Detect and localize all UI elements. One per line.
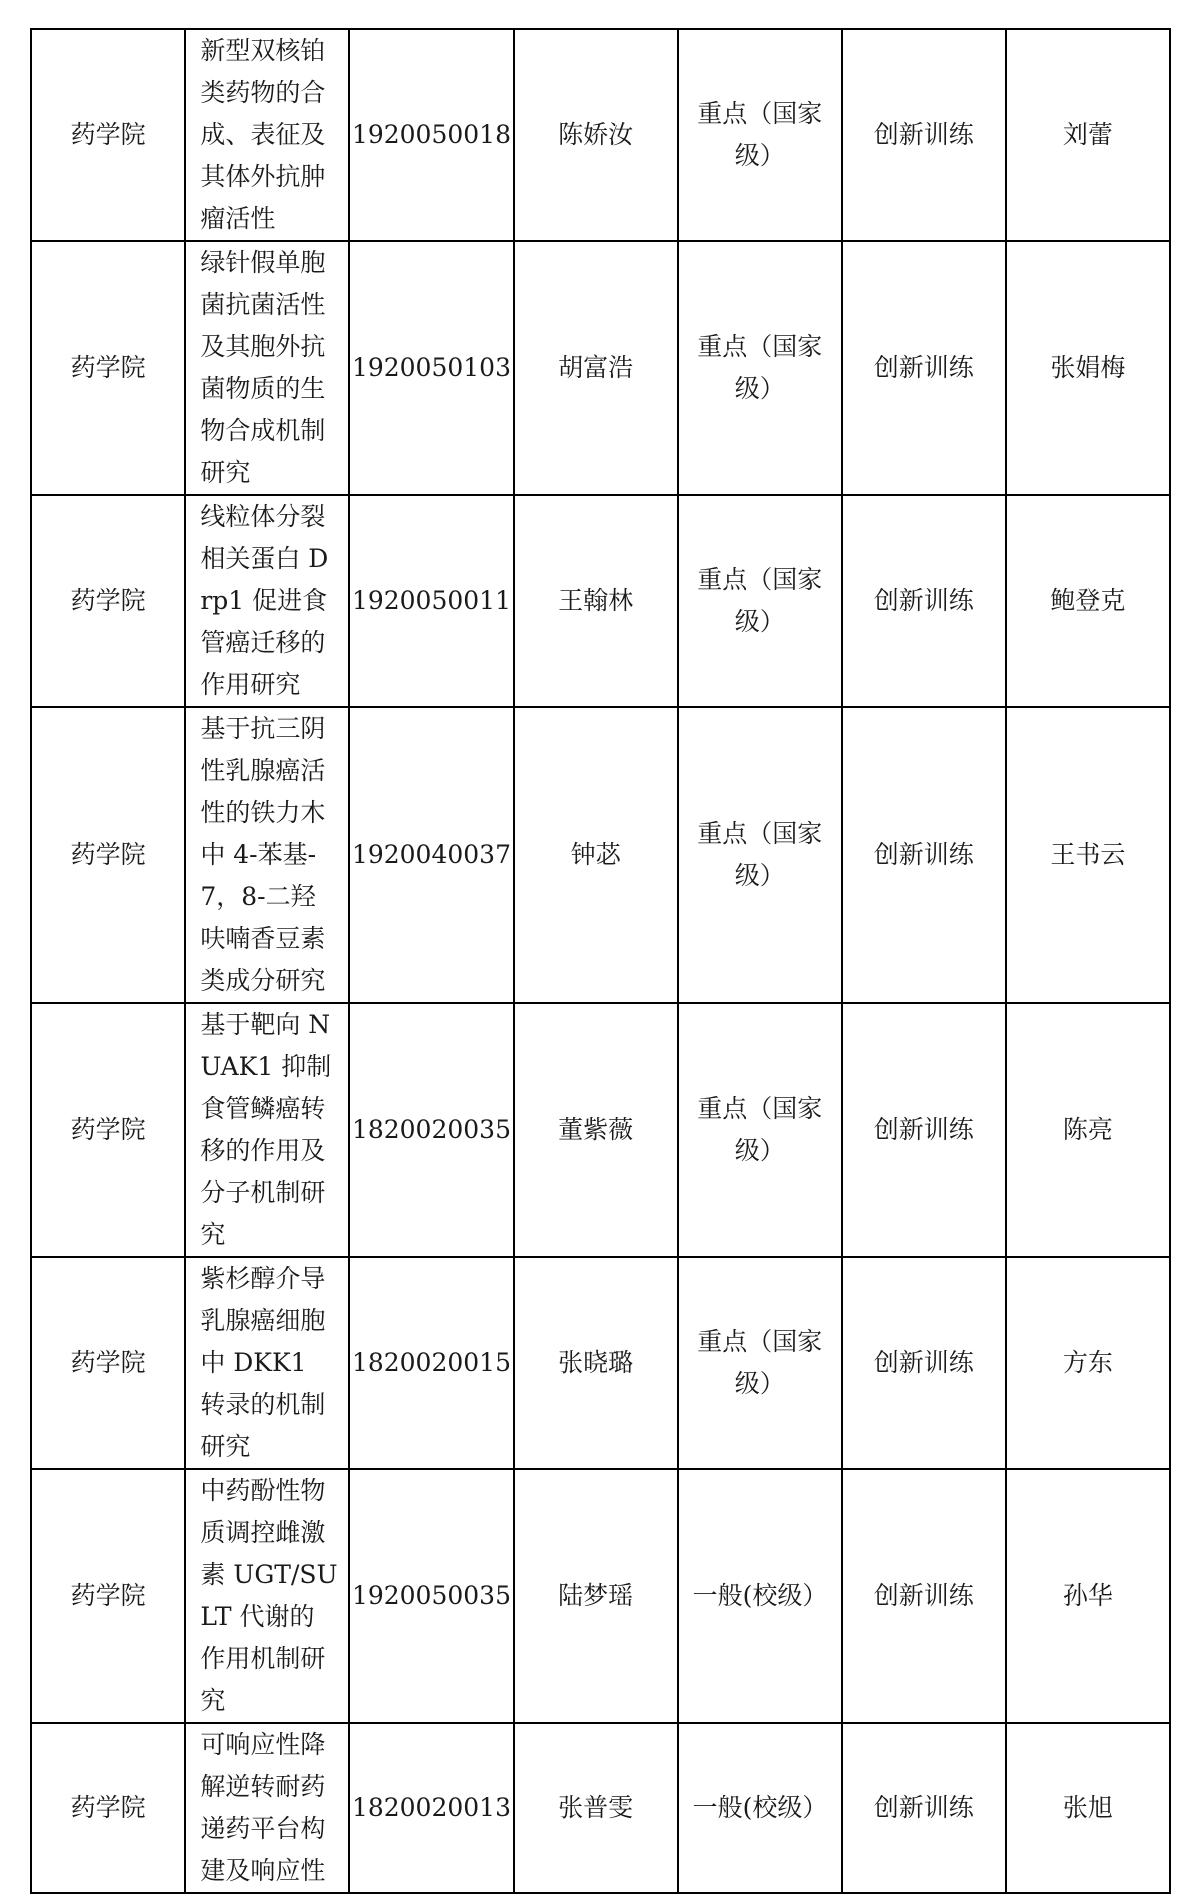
level-cell: 一般(校级） xyxy=(678,1469,842,1723)
type-cell: 创新训练 xyxy=(842,1257,1006,1469)
project-id-cell: 1820020035 xyxy=(349,1003,513,1257)
project-id-cell: 1920050035 xyxy=(349,1469,513,1723)
table-row xyxy=(31,707,1170,1003)
project-title-cell: 新型双核铂类药物的合成、表征及其体外抗肿瘤活性 xyxy=(185,29,349,241)
leader-cell: 张晓璐 xyxy=(514,1257,678,1469)
table-row xyxy=(31,1469,1170,1723)
table-row xyxy=(31,1723,1170,1893)
project-id-cell: 1920050018 xyxy=(349,29,513,241)
type-cell: 创新训练 xyxy=(842,1469,1006,1723)
project-title-cell: 线粒体分裂相关蛋白 Drp1 促进食管癌迁移的作用研究 xyxy=(185,495,349,707)
advisor-cell: 鲍登克 xyxy=(1006,495,1170,707)
table-row xyxy=(31,1257,1170,1469)
project-id-cell: 1820020015 xyxy=(349,1257,513,1469)
project-id-cell: 1920050103 xyxy=(349,241,513,495)
type-cell: 创新训练 xyxy=(842,1003,1006,1257)
project-title-cell: 可响应性降解逆转耐药递药平台构建及响应性 xyxy=(185,1723,349,1893)
table-row xyxy=(31,495,1170,707)
college-cell: 药学院 xyxy=(31,1257,185,1469)
advisor-cell: 方东 xyxy=(1006,1257,1170,1469)
type-cell: 创新训练 xyxy=(842,495,1006,707)
project-title-cell: 基于靶向 NUAK1 抑制食管鳞癌转移的作用及分子机制研究 xyxy=(185,1003,349,1257)
projects-table xyxy=(30,28,1171,1894)
level-cell: 一般(校级） xyxy=(678,1723,842,1893)
type-cell: 创新训练 xyxy=(842,241,1006,495)
type-cell: 创新训练 xyxy=(842,707,1006,1003)
advisor-cell: 陈亮 xyxy=(1006,1003,1170,1257)
type-cell: 创新训练 xyxy=(842,1723,1006,1893)
leader-cell: 王翰林 xyxy=(514,495,678,707)
advisor-cell: 张旭 xyxy=(1006,1723,1170,1893)
leader-cell: 胡富浩 xyxy=(514,241,678,495)
advisor-cell: 孙华 xyxy=(1006,1469,1170,1723)
table-body xyxy=(31,29,1170,1893)
type-cell: 创新训练 xyxy=(842,29,1006,241)
project-title-cell: 紫杉醇介导乳腺癌细胞中 DKK1 转录的机制研究 xyxy=(185,1257,349,1469)
project-id-cell: 1920050011 xyxy=(349,495,513,707)
leader-cell: 张普雯 xyxy=(514,1723,678,1893)
table-row xyxy=(31,241,1170,495)
level-cell: 重点（国家级） xyxy=(678,707,842,1003)
advisor-cell: 王书云 xyxy=(1006,707,1170,1003)
level-cell: 重点（国家级） xyxy=(678,1257,842,1469)
level-cell: 重点（国家级） xyxy=(678,495,842,707)
advisor-cell: 刘蕾 xyxy=(1006,29,1170,241)
table-row xyxy=(31,29,1170,241)
college-cell: 药学院 xyxy=(31,1469,185,1723)
table-row xyxy=(31,1003,1170,1257)
level-cell: 重点（国家级） xyxy=(678,241,842,495)
project-id-cell: 1920040037 xyxy=(349,707,513,1003)
project-id-cell: 1820020013 xyxy=(349,1723,513,1893)
leader-cell: 钟苾 xyxy=(514,707,678,1003)
level-cell: 重点（国家级） xyxy=(678,1003,842,1257)
college-cell: 药学院 xyxy=(31,1003,185,1257)
project-title-cell: 绿针假单胞菌抗菌活性及其胞外抗菌物质的生物合成机制研究 xyxy=(185,241,349,495)
college-cell: 药学院 xyxy=(31,1723,185,1893)
leader-cell: 陈娇汝 xyxy=(514,29,678,241)
project-title-cell: 基于抗三阴性乳腺癌活性的铁力木中 4-苯基-7，8-二羟呋喃香豆素类成分研究 xyxy=(185,707,349,1003)
advisor-cell: 张娟梅 xyxy=(1006,241,1170,495)
project-title-cell: 中药酚性物质调控雌激素 UGT/SULT 代谢的作用机制研究 xyxy=(185,1469,349,1723)
level-cell: 重点（国家级） xyxy=(678,29,842,241)
college-cell: 药学院 xyxy=(31,29,185,241)
college-cell: 药学院 xyxy=(31,707,185,1003)
college-cell: 药学院 xyxy=(31,495,185,707)
leader-cell: 董紫薇 xyxy=(514,1003,678,1257)
leader-cell: 陆梦瑶 xyxy=(514,1469,678,1723)
college-cell: 药学院 xyxy=(31,241,185,495)
